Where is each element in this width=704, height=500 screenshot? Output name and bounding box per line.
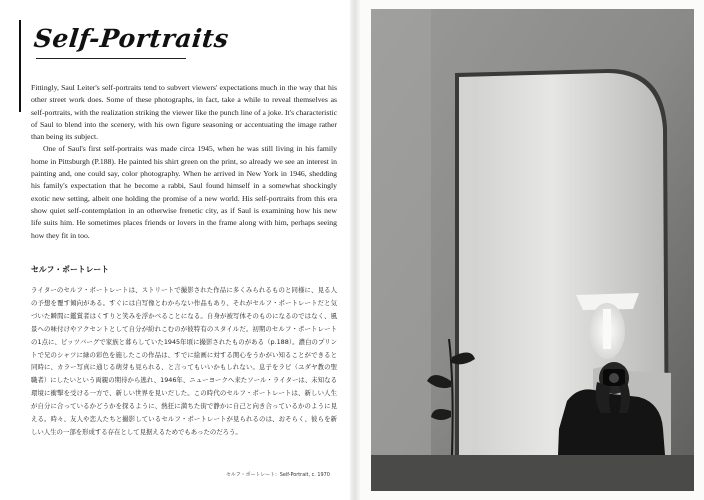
japanese-article-text: ライターのセルフ・ポートレートは、ストリートで撮影された作品に多くみられるものと同様に、見る人の予想を覆す傾向がある。すぐには自写像とわからない作品もあり、それがセルフ・ポートレートだと気づいた瞬間に鑑賞者はくすりと笑みを浮かべることになる。自身が被写体そのものになるのではなく、風景への味付けやアクセントとして自分が紛れこむのが彼特有のスタイルだ。初期のセルフ・ポートレートの1点に、ピッツバーグで家族と暮らしていた1945年頃に撮影されたものがある（p.188）。濃白のプリントで兄のシャツに緑の彩色を施したこの作品は、すでに絵画に対する関心をうかがい知ることができると同時に、カラー写真に通じる萌芽も見られる、と言ってもいいかもしれない。息子をラビ（ユダヤ教の聖職者）にしたいという両親の期待から逃れ、1946年、ニューヨークへ来たソール・ライターは、未知なる環境に衝撃を受ける一方で、新しい世界を見いだした。この時代のセルフ・ポートレートは、新しい人生が自分に合っているかどうかを探るように、熱狂に満ちた街で静かに自己と向き合っているかのように見える。時々、友人や恋人たちと撮影しているセルフ・ポートレートが見られるのは、おそらく、彼らを新しい人生の一部を形成する存在として見据えるためでもあったのだろう。 <box>31 286 337 436</box>
mirror-self-portrait-image <box>371 9 694 491</box>
photo-caption: セルフ・ポートレート：Self-Portrait, c. 1970 <box>226 472 330 478</box>
page-title: Self-Portraits <box>32 24 231 53</box>
english-paragraph: One of Saul's first self-portraits was made circa 1945, when he was still living in his family home in Pittsburgh (P.188). He painted his shirt green on the print, so already we see an interest in painting and, one could say, color photography. When he arrived in New York in 1946, shedding his family's expectation that he become a rabbi, Saul found himself in a somewhat shockingly exotic new setting, albeit one holding the promise of a new world. His self-portraits from this era show quiet self-contemplation in an otherwise frenetic city, as if Saul is examining how his new life suits him. He sometimes places friends or lovers in the frame along with him, perhaps seeing how they fit in too. <box>31 144 337 240</box>
book-gutter <box>350 0 360 500</box>
english-paragraph: Fittingly, Saul Leiter's self-portraits tend to subvert viewers' expectations much in the way that his other street work does. Some of these photographs, in fact, take a while to reveal themselves as self-portraits, with the realization striking the viewer like the punch line of a joke. It's characteristic of Saul to blend into the scenery, with his own figure seasoning or accentuating the image rather than being its subject. <box>31 83 337 142</box>
title-vertical-rule <box>19 20 21 112</box>
self-portrait-photograph <box>371 9 694 491</box>
english-article-text <box>31 82 337 242</box>
japanese-section-heading: セルフ・ポートレート <box>31 265 109 274</box>
title-underline <box>36 58 186 59</box>
